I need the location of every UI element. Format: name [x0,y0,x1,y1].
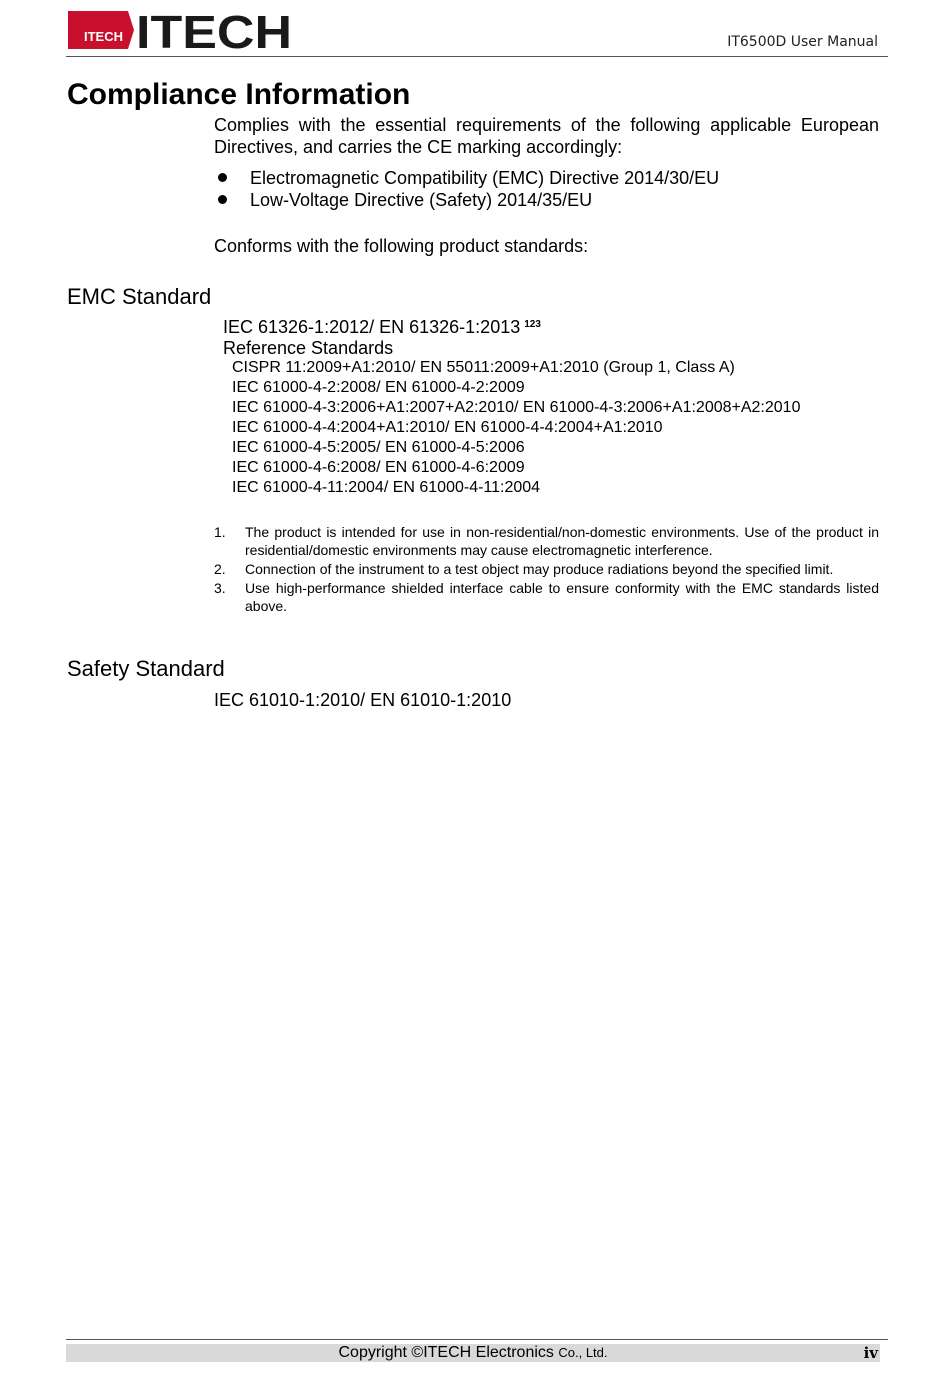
header-divider [66,56,888,57]
emc-heading: EMC Standard [67,284,212,309]
document-title: IT6500D User Manual [727,34,878,50]
reference-standards-list [232,358,800,498]
list-item: IEC 61000-4-11:2004/ EN 61000-4-11:2004 [232,479,541,496]
directive-list [214,167,719,211]
emc-notes [214,523,879,616]
list-item: CISPR 11:2009+A1:2010/ EN 55011:2009+A1:2010 (Group 1, Class A) [232,359,735,376]
conforms-text: Conforms with the following product standards: [214,236,589,256]
list-item: IEC 61000-4-4:2004+A1:2010/ EN 61000-4-4:2004+A1:2010 [232,419,663,436]
intro-paragraph: Complies with the essential requirements of the following applicable European Directives, and carries the CE marking accordingly: [214,115,879,157]
footnote-refs: 123 [524,319,541,330]
list-item: Electromagnetic Compatibility (EMC) Directive 2014/30/EU [214,167,719,189]
emc-main-standard-text: IEC 61326-1:2012/ EN 61326-1:2013 [223,317,521,337]
page-title: Compliance Information [67,78,411,111]
note-item [214,523,879,559]
logo-text: ITECH [136,8,292,52]
note-text: The product is intended for use in non-residential/non-domestic environments. Use of the product in residential/domestic environments may cause electromagnetic interference. [245,524,879,558]
page-number: iv [863,1344,878,1362]
list-item: IEC 61000-4-5:2005/ EN 61000-4-5:2006 [232,439,525,456]
copyright-company-suffix: Co., Ltd. [558,1345,608,1360]
note-number: 3. [214,580,226,596]
note-item [214,560,879,578]
list-item: Low-Voltage Directive (Safety) 2014/35/EU [214,189,719,211]
note-text: Use high-performance shielded interface cable to ensure conformity with the EMC standards listed above. [245,580,879,614]
logo-mark-text: ITECH [84,29,123,44]
list-item: IEC 61000-4-3:2006+A1:2007+A2:2010/ EN 61000-4-3:2006+A1:2008+A2:2010 [232,399,801,416]
note-number: 1. [214,524,226,540]
list-item: IEC 61000-4-6:2008/ EN 61000-4-6:2009 [232,459,525,476]
list-item: IEC 61000-4-2:2008/ EN 61000-4-2:2009 [232,379,525,396]
footer-divider [66,1339,888,1340]
safety-standard: IEC 61010-1:2010/ EN 61010-1:2010 [214,690,512,710]
copyright [66,1344,880,1362]
note-item [214,579,879,615]
safety-heading: Safety Standard [67,656,225,681]
itech-logo [68,8,294,52]
footer [66,1344,880,1362]
note-text: Connection of the instrument to a test object may produce radiations beyond the specified limit. [245,561,834,577]
copyright-main: Copyright ©ITECH Electronics [338,1344,554,1361]
reference-standards-heading: Reference Standards [223,338,394,358]
emc-main-standard [223,314,541,338]
note-number: 2. [214,561,226,577]
